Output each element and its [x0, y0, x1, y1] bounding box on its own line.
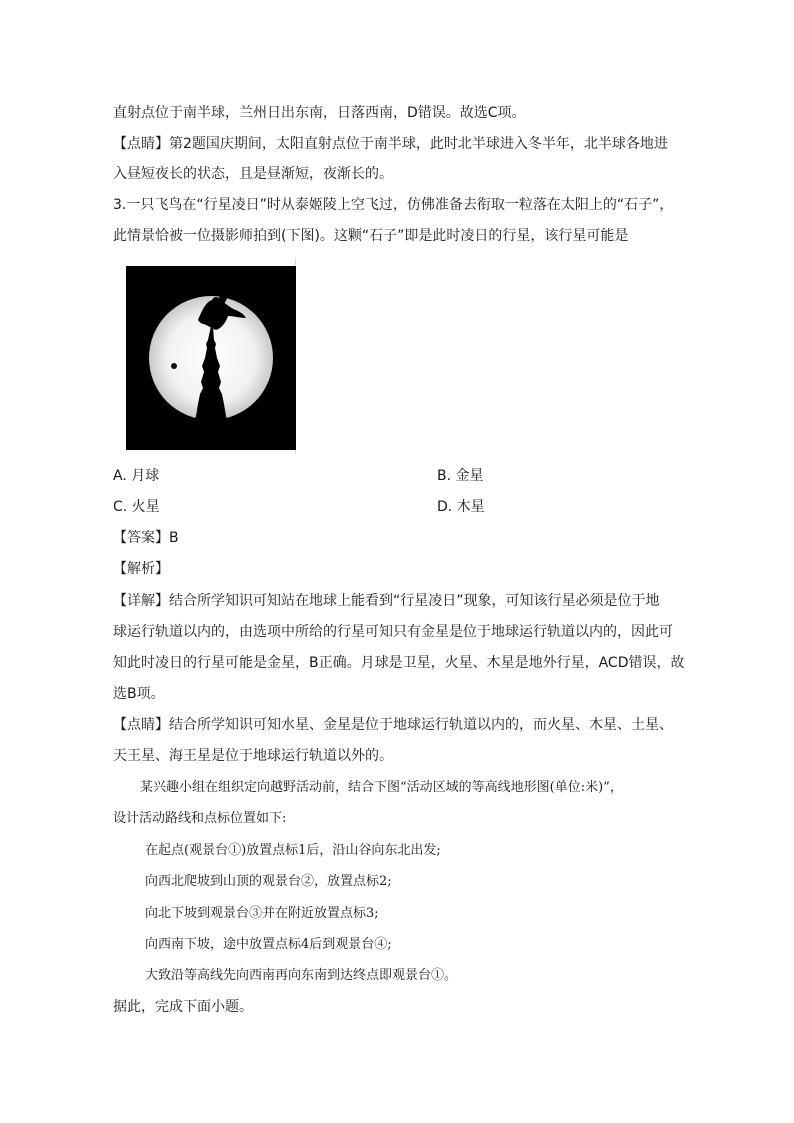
passage-line: 设计活动路线和点标位置如下:: [113, 811, 287, 826]
transit-photo-graphic: [126, 266, 296, 450]
passage-step: 大致沿等高线先向西南再向东南到达终点即观景台①。: [145, 968, 458, 983]
option-c[interactable]: C. 火星: [113, 499, 160, 515]
answer-label: 【答案】B: [113, 530, 179, 546]
passage-step: 在起点(观景台①)放置点标1后，沿山谷向东北出发;: [145, 843, 441, 858]
transit-photo: [126, 266, 296, 450]
question-stem: 此情景恰被一位摄影师拍到(下图)。这颗“石子”即是此时凌日的行星，该行星可能是: [113, 228, 629, 244]
option-d[interactable]: D. 木星: [437, 499, 485, 515]
passage-step: 向西北爬坡到山顶的观景台②，放置点标2;: [145, 874, 392, 889]
paragraph-line: 入昼短夜长的状态，且是昼渐短，夜渐长的。: [113, 166, 393, 182]
passage-closing: 据此，完成下面小题。: [113, 999, 253, 1015]
analysis-line: 知此时凌日的行星可能是金星，B正确。月球是卫星，火星、木星是地外行星，ACD错误，故: [113, 655, 685, 671]
analysis-line: 球运行轨道以内的，由选项中所给的行星可知只有金星是位于地球运行轨道以内的，因此可: [113, 624, 673, 640]
option-a[interactable]: A. 月球: [113, 468, 160, 484]
planet-dot: [171, 363, 177, 369]
passage-step: 向北下坡到观景台③并在附近放置点标3;: [145, 906, 379, 921]
paragraph-line: 直射点位于南半球，兰州日出东南，日落西南，D错误。故选C项。: [113, 105, 526, 121]
passage-line: 某兴趣小组在组织定向越野活动前，结合下图“活动区域的等高线地形图(单位:米)”，: [140, 780, 623, 795]
comment-line: 天王星、海王星是位于地球运行轨道以外的。: [113, 748, 393, 764]
passage-step: 向西南下坡，途中放置点标4后到观景台④;: [145, 937, 392, 952]
question-stem: 3.一只飞鸟在“行星凌日”时从泰姬陵上空飞过，仿佛准备去衔取一粒落在太阳上的“石子”，: [113, 197, 674, 213]
comment-line: 【点睛】结合所学知识可知水星、金星是位于地球运行轨道以内的，而火星、木星、土星、: [113, 717, 673, 733]
analysis-heading: 【解析】: [113, 561, 169, 577]
analysis-line: 【详解】结合所学知识可知站在地球上能看到“行星凌日”现象，可知该行星必须是位于地: [113, 593, 660, 609]
analysis-line: 选B项。: [113, 686, 165, 702]
option-b[interactable]: B. 金星: [437, 468, 484, 484]
paragraph-line: 【点睛】第2题国庆期间，太阳直射点位于南半球，此时北半球进入冬半年，北半球各地进: [113, 136, 668, 152]
